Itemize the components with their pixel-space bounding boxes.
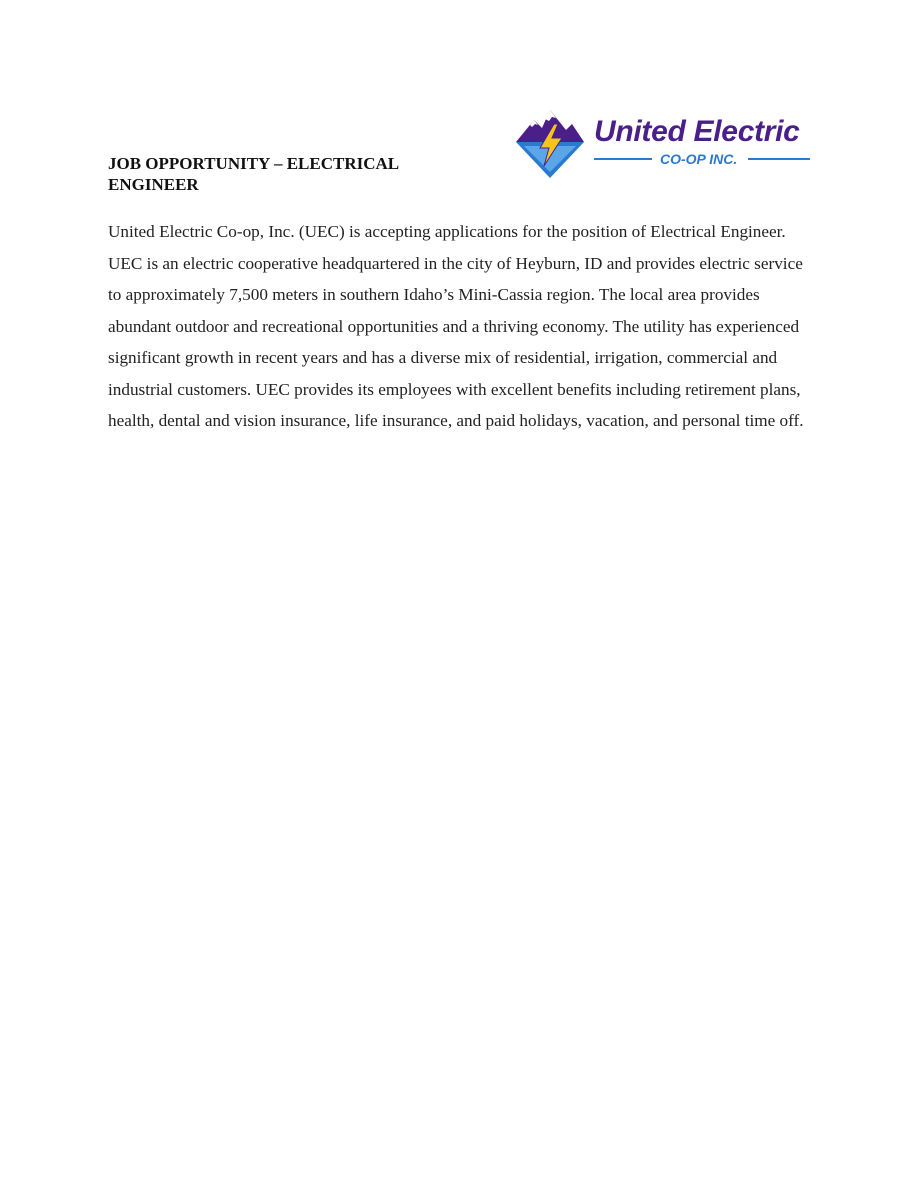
logo-sub-row: [594, 150, 810, 168]
logo-divider-right: [748, 158, 810, 160]
logo-divider-left: [594, 158, 652, 160]
company-logo: [514, 108, 814, 180]
job-title: JOB OPPORTUNITY – ELECTRICAL ENGINEER: [108, 154, 399, 194]
logo-brand-sub: CO-OP INC.: [660, 151, 738, 167]
job-description: United Electric Co-op, Inc. (UEC) is accepting applications for the position of Electrical Engineer. UEC is an electric cooperative headquartered in the city of Heyburn, ID and provides electric service to approximately 7,500 meters in southern Idaho’s Mini-Cassia region. The local area provides abundant outdoor and recreational opportunities and a thriving economy. The utility has experienced significant growth in recent years and has a diverse mix of residential, irrigation, commercial and industrial customers. UEC provides its employees with excellent benefits including retirement plans, health, dental and vision insurance, life insurance, and paid holidays, vacation, and personal time off.: [108, 222, 804, 430]
mountain-lightning-diamond-icon: [514, 108, 586, 180]
logo-brand-name: United Electric: [594, 115, 800, 148]
